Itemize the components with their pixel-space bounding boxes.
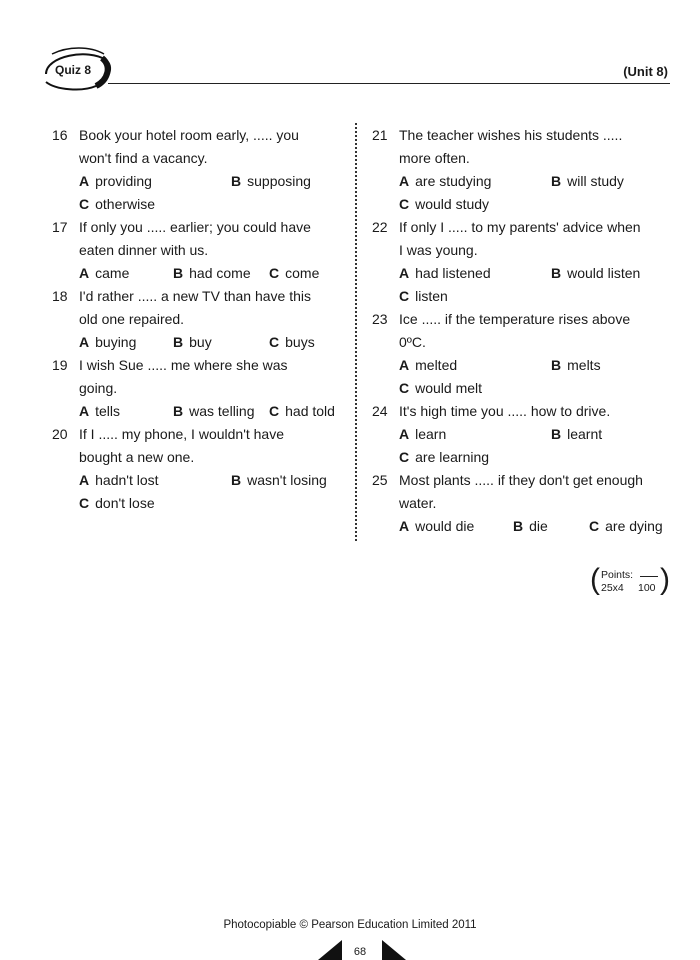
option-b[interactable]: B die	[513, 518, 548, 534]
question-number: 16	[52, 127, 68, 143]
question-25	[372, 469, 672, 538]
answer-options	[399, 262, 672, 285]
answer-options	[79, 331, 344, 354]
option-c[interactable]: C buys	[269, 334, 315, 350]
question-text-line: I'd rather ..... a new TV than have this	[79, 288, 311, 304]
questions-left-column	[52, 124, 344, 515]
option-a[interactable]: A providing	[79, 173, 152, 189]
option-b[interactable]: B was telling	[173, 403, 255, 419]
points-total: 100	[638, 582, 656, 594]
option-c[interactable]: C had told	[269, 403, 335, 419]
option-a[interactable]: A hadn't lost	[79, 472, 159, 488]
option-b[interactable]: B will study	[551, 173, 624, 189]
option-a[interactable]: A are studying	[399, 173, 492, 189]
question-number: 18	[52, 288, 68, 304]
option-b[interactable]: B had come	[173, 265, 251, 281]
option-c[interactable]: C listen	[399, 288, 448, 304]
option-a[interactable]: A had listened	[399, 265, 491, 281]
answer-options	[399, 285, 672, 308]
points-label: Points:	[601, 569, 634, 581]
question-text-line: eaten dinner with us.	[79, 242, 209, 258]
question-text-line: If only you ..... earlier; you could have	[79, 219, 311, 235]
option-a[interactable]: A learn	[399, 426, 447, 442]
answer-options	[79, 400, 344, 423]
answer-options	[399, 446, 672, 469]
question-19	[52, 354, 344, 423]
question-17	[52, 216, 344, 285]
option-b[interactable]: B melts	[551, 357, 601, 373]
answer-options	[399, 423, 672, 446]
page-tab-left-icon	[318, 940, 342, 960]
question-21	[372, 124, 672, 216]
unit-label: (Unit 8)	[623, 64, 668, 79]
answer-options	[79, 170, 344, 193]
points-multiplier: 25x4	[601, 582, 624, 594]
option-b[interactable]: B learnt	[551, 426, 603, 442]
question-text-line: It's high time you ..... how to drive.	[399, 403, 611, 419]
quiz-badge	[38, 44, 110, 90]
question-number: 23	[372, 311, 388, 327]
question-number: 22	[372, 219, 388, 235]
question-number: 24	[372, 403, 388, 419]
question-24	[372, 400, 672, 469]
question-20	[52, 423, 344, 515]
question-text-line: I wish Sue ..... me where she was	[79, 357, 288, 373]
option-b[interactable]: B wasn't losing	[231, 472, 327, 488]
question-text-line: If only I ..... to my parents' advice when	[399, 219, 641, 235]
answer-options	[399, 377, 672, 400]
question-number: 19	[52, 357, 68, 373]
page-header	[38, 44, 670, 94]
question-text-line: bought a new one.	[79, 449, 195, 465]
option-c[interactable]: C would study	[399, 196, 490, 212]
question-18	[52, 285, 344, 354]
question-number: 20	[52, 426, 68, 442]
question-text-line: water.	[399, 495, 437, 511]
question-23	[372, 308, 672, 400]
answer-options	[399, 515, 672, 538]
header-rule	[108, 83, 670, 84]
column-divider	[355, 123, 357, 541]
question-text-line: I was young.	[399, 242, 478, 258]
option-c[interactable]: C don't lose	[79, 495, 155, 511]
option-b[interactable]: B would listen	[551, 265, 641, 281]
question-number: 17	[52, 219, 68, 235]
option-a[interactable]: A tells	[79, 403, 121, 419]
question-text-line: Most plants ..... if they don't get enough	[399, 472, 643, 488]
question-16	[52, 124, 344, 216]
answer-options	[399, 354, 672, 377]
question-text-line: Ice ..... if the temperature rises above	[399, 311, 631, 327]
points-box	[590, 563, 670, 598]
option-a[interactable]: A buying	[79, 334, 137, 350]
question-text-line: more often.	[399, 150, 470, 166]
answer-options	[79, 492, 344, 515]
question-text-line: 0ºC.	[399, 334, 426, 350]
option-b[interactable]: B buy	[173, 334, 212, 350]
answer-options	[79, 469, 344, 492]
question-text-line: The teacher wishes his students .....	[399, 127, 623, 143]
page-number: 68	[353, 946, 367, 958]
question-22	[372, 216, 672, 308]
paren-left-icon: (	[590, 563, 600, 596]
question-text-line: going.	[79, 380, 118, 396]
quiz-label: Quiz 8	[55, 63, 92, 77]
question-text-line: If I ..... my phone, I wouldn't have	[79, 426, 285, 442]
question-text-line: Book your hotel room early, ..... you	[79, 127, 299, 143]
copyright-footer: Photocopiable © Pearson Education Limited 2011	[223, 919, 477, 931]
answer-options	[399, 170, 672, 193]
option-c[interactable]: C are dying	[589, 518, 663, 534]
option-b[interactable]: B supposing	[231, 173, 311, 189]
option-c[interactable]: C are learning	[399, 449, 490, 465]
option-c[interactable]: C come	[269, 265, 320, 281]
question-number: 21	[372, 127, 388, 143]
answer-options	[79, 262, 344, 285]
page-tab-right-icon	[382, 940, 406, 960]
option-a[interactable]: A would die	[399, 518, 475, 534]
questions-right-column	[372, 124, 672, 538]
points-score-line	[640, 576, 658, 577]
question-text-line: won't find a vacancy.	[79, 150, 208, 166]
answer-options	[79, 193, 344, 216]
question-text-line: old one repaired.	[79, 311, 185, 327]
option-c[interactable]: C would melt	[399, 380, 483, 396]
option-a[interactable]: A melted	[399, 357, 458, 373]
option-c[interactable]: C otherwise	[79, 196, 156, 212]
paren-right-icon: )	[660, 563, 670, 596]
option-a[interactable]: A came	[79, 265, 130, 281]
answer-options	[399, 193, 672, 216]
question-number: 25	[372, 472, 388, 488]
